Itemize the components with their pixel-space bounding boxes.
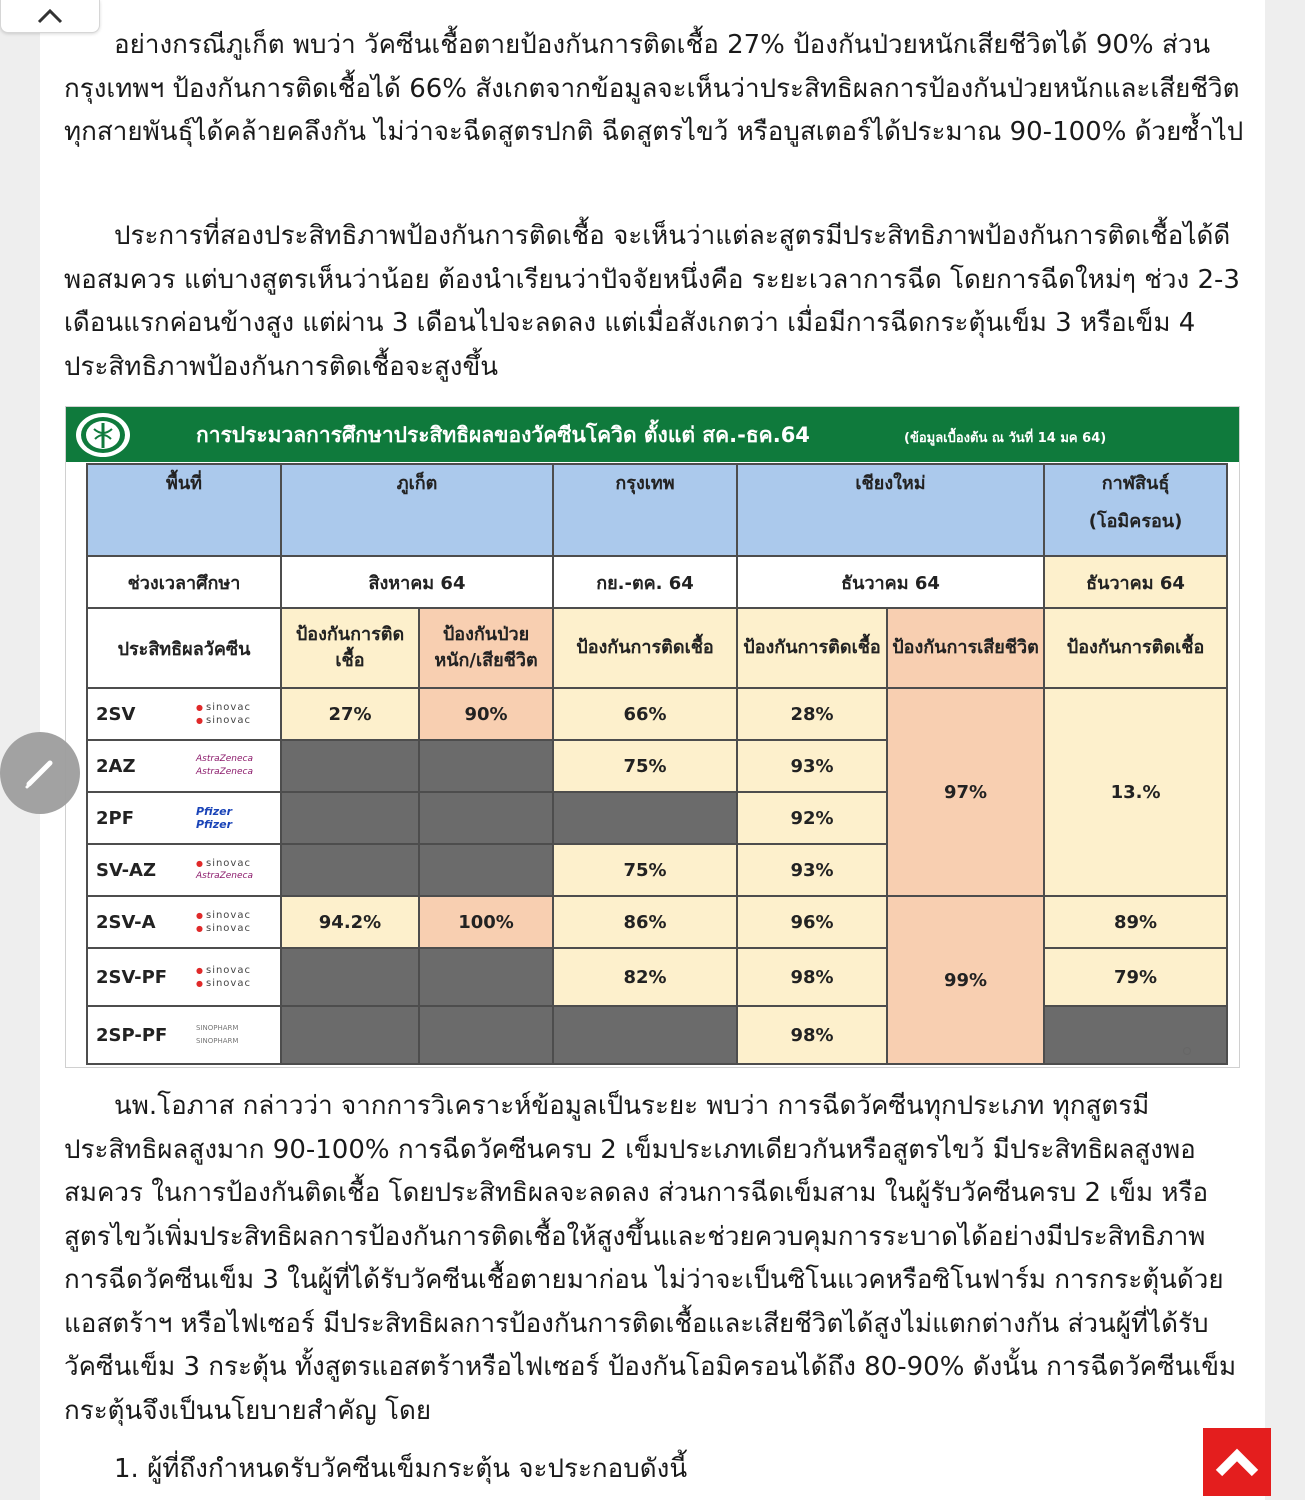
- vaccine-effectiveness-table: [86, 463, 1228, 1065]
- table-row: [87, 948, 1227, 1006]
- cell-bangkok-infection: 82%: [553, 948, 737, 1006]
- col-phuket-severe: ป้องกันป่วย หนัก/เสียชีวิต: [419, 608, 553, 688]
- col-bangkok-infection: ป้องกันการติดเชื้อ: [553, 608, 737, 688]
- vaccine-effectiveness-figure: [65, 406, 1240, 1068]
- period-kalasin: ธันวาคม 64: [1044, 556, 1227, 608]
- period-phuket: สิงหาคม 64: [281, 556, 553, 608]
- table-row: [87, 896, 1227, 948]
- paragraph-3: นพ.โอภาส กล่าวว่า จากการวิเคราะห์ข้อมูลเป็นระยะ พบว่า การฉีดวัคซีนทุกประเภท ทุกสูตรมีประสิทธิผลสูงมาก 90-100% การฉีดวัคซีนครบ 2 เข็มประเภทเดียวกันหรือสูตรไขว้ มีประสิทธิผลสูงพอสมควร ในการป้องกันติดเชื้อ โดยประสิทธิผลจะลดลง ส่วนการฉีดเข็มสาม ในผู้รับวัคซีนครบ 2 เข็ม หรือสูตรไขว้เพิ่มประสิทธิผลการป้องกันการติดเชื้อให้สูงขึ้นและช่วยควบคุมการระบาดได้อย่างมีประสิทธิภาพ การฉีดวัคซีนเข็ม 3 ในผู้ที่ได้รับวัคซีนเชื้อตายมาก่อน ไม่ว่าจะเป็นซิโนแวคหรือซิโนฟาร์ม การกระตุ้นด้วยแอสตร้าฯ หรือไฟเซอร์ มีประสิทธิผลการป้องกันการติดเชื้อและเสียชีวิตได้สูงไม่แตกต่างกัน ส่วนผู้ที่ได้รับวัคซีนเข็ม 3 กระตุ้น ทั้งสูตรแอสตร้าหรือไฟเซอร์ ป้องกันโอมิครอนได้ถึง 80-90% ดังนั้น การฉีดวัคซีนเข็มกระตุ้นจึงเป็นนโยบายสำคัญ โดย: [64, 1091, 1237, 1426]
- cell-chiangmai-infection: 28%: [737, 688, 887, 740]
- cell-empty: [553, 1006, 737, 1064]
- cell-empty: [419, 740, 553, 792]
- cell-empty: [419, 948, 553, 1006]
- vaccine-regimen: 2SP-PF SINOPHARM SINOPHARM: [87, 1006, 281, 1064]
- pencil-icon: [20, 753, 60, 793]
- edit-button[interactable]: [0, 732, 80, 814]
- cell-chiangmai-infection: 98%: [737, 1006, 887, 1064]
- header-kalasin: กาฬสินธุ์ (โอมิครอน): [1044, 464, 1227, 556]
- cell-chiangmai-infection: 98%: [737, 948, 887, 1006]
- vaccine-regimen: 2PF Pfizer Pfizer: [87, 792, 281, 844]
- cell-empty: [281, 1006, 419, 1064]
- cell-bangkok-infection: 86%: [553, 896, 737, 948]
- period-bangkok: กย.-ตค. 64: [553, 556, 737, 608]
- vaccine-regimen: 2AZ AstraZeneca AstraZeneca: [87, 740, 281, 792]
- vaccine-logos: ● sinovac AstraZeneca: [196, 857, 262, 883]
- vaccine-regimen: SV-AZ ● sinovac AstraZeneca: [87, 844, 281, 896]
- list-item-1: 1. ผู้ที่ถึงกำหนดรับวัคซีนเข็มกระตุ้น จะประกอบดังนี้: [114, 1454, 688, 1484]
- cell-chiangmai-infection: 93%: [737, 844, 887, 896]
- collapse-button[interactable]: [0, 0, 100, 33]
- study-period-row: [87, 556, 1227, 608]
- cell-chiangmai-infection: 96%: [737, 896, 887, 948]
- header-bangkok: กรุงเทพ: [553, 464, 737, 556]
- cell-empty: [281, 948, 419, 1006]
- cell-bangkok-infection: 66%: [553, 688, 737, 740]
- vaccine-logos: SINOPHARM SINOPHARM: [196, 1024, 239, 1045]
- back-to-top-button[interactable]: [1203, 1428, 1271, 1496]
- vaccine-regimen: 2SV ● sinovac ● sinovac: [87, 688, 281, 740]
- paragraph-1: อย่างกรณีภูเก็ต พบว่า วัคซีนเชื้อตายป้องกันการติดเชื้อ 27% ป้องกันป่วยหนักเสียชีวิตได้ 90% ส่วนกรุงเทพฯ ป้องกันการติดเชื้อได้ 66% สังเกตจากข้อมูลจะเห็นว่าประสิทธิผลการป้องกันป่วยหนักและเสียชีวิต ทุกสายพันธุ์ได้คล้ายคลึงกัน ไม่ว่าจะฉีดสูตรปกติ ฉีดสูตรไขว้ หรือบูสเตอร์ได้ประมาณ 90-100% ด้วยซ้ำไป: [64, 30, 1244, 147]
- col-kalasin-infection: ป้องกันการติดเชื้อ: [1044, 608, 1227, 688]
- table-header-row: [87, 464, 1227, 556]
- cell-chiangmai-death-group2: 99%: [887, 896, 1044, 1064]
- vaccine-logos: ● sinovac ● sinovac: [196, 701, 262, 727]
- cell-chiangmai-infection: 92%: [737, 792, 887, 844]
- chevron-up-icon: [1212, 1445, 1262, 1479]
- col-phuket-infection: ป้องกันการติดเชื้อ: [281, 608, 419, 688]
- cell-chiangmai-infection: 93%: [737, 740, 887, 792]
- table-row: [87, 688, 1227, 740]
- cell-empty: [281, 844, 419, 896]
- period-chiangmai: ธันวาคม 64: [737, 556, 1044, 608]
- cell-phuket-severe: 90%: [419, 688, 553, 740]
- cell-kalasin-group1: 13.%: [1044, 688, 1227, 896]
- slide-indicator-dot: [1183, 1047, 1191, 1055]
- header-area: พื้นที่: [87, 464, 281, 556]
- vaccine-logos: AstraZeneca AstraZeneca: [196, 754, 253, 777]
- cell-bangkok-infection: 75%: [553, 740, 737, 792]
- cell-phuket-infection: 27%: [281, 688, 419, 740]
- period-label: ช่วงเวลาศึกษา: [87, 556, 281, 608]
- cell-empty: [553, 792, 737, 844]
- cell-kalasin-infection: 79%: [1044, 948, 1227, 1006]
- cell-phuket-severe: 100%: [419, 896, 553, 948]
- figure-note: (ข้อมูลเบื้องต้น ณ วันที่ 14 มค 64): [904, 431, 1107, 446]
- cell-chiangmai-death-group1: 97%: [887, 688, 1044, 896]
- cell-empty: [419, 792, 553, 844]
- cell-kalasin-infection: 89%: [1044, 896, 1227, 948]
- figure-title: การประมวลการศึกษาประสิทธิผลของวัคซีนโควิด ตั้งแต่ สค.-ธค.64: [196, 423, 810, 447]
- cell-empty: [1044, 1006, 1227, 1064]
- figure-header: [66, 407, 1240, 462]
- vaccine-logos: Pfizer Pfizer: [196, 805, 233, 831]
- effectiveness-label: ประสิทธิผลวัคซีน: [87, 608, 281, 688]
- cell-empty: [281, 740, 419, 792]
- vaccine-logos: ● sinovac ● sinovac: [196, 909, 262, 935]
- chevron-up-icon: [35, 7, 65, 25]
- header-phuket: ภูเก็ต: [281, 464, 553, 556]
- effectiveness-type-row: [87, 608, 1227, 688]
- cell-bangkok-infection: 75%: [553, 844, 737, 896]
- vaccine-regimen: 2SV-PF ● sinovac ● sinovac: [87, 948, 281, 1006]
- col-chiangmai-death: ป้องกันการเสียชีวิต: [887, 608, 1044, 688]
- cell-empty: [419, 1006, 553, 1064]
- header-chiangmai: เชียงใหม่: [737, 464, 1044, 556]
- vaccine-logos: ● sinovac ● sinovac: [196, 964, 262, 990]
- cell-empty: [281, 792, 419, 844]
- cell-phuket-infection: 94.2%: [281, 896, 419, 948]
- col-chiangmai-infection: ป้องกันการติดเชื้อ: [737, 608, 887, 688]
- table-row: [87, 1006, 1227, 1064]
- cell-empty: [419, 844, 553, 896]
- vaccine-regimen: 2SV-A ● sinovac ● sinovac: [87, 896, 281, 948]
- paragraph-2: ประการที่สองประสิทธิภาพป้องกันการติดเชื้อ จะเห็นว่าแต่ละสูตรมีประสิทธิภาพป้องกันการติดเชื้อได้ดีพอสมควร แต่บางสูตรเห็นว่าน้อย ต้องนำเรียนว่าปัจจัยหนึ่งคือ ระยะเวลาการฉีด โดยการฉีดใหม่ๆ ช่วง 2-3 เดือนแรกค่อนข้างสูง แต่ผ่าน 3 เดือนไปจะลดลง แต่เมื่อสังเกตว่า เมื่อมีการฉีดกระตุ้นเข็ม 3 หรือเข็ม 4 ประสิทธิภาพป้องกันการติดเชื้อจะสูงขึ้น: [64, 221, 1240, 382]
- ministry-emblem-icon: [74, 411, 132, 459]
